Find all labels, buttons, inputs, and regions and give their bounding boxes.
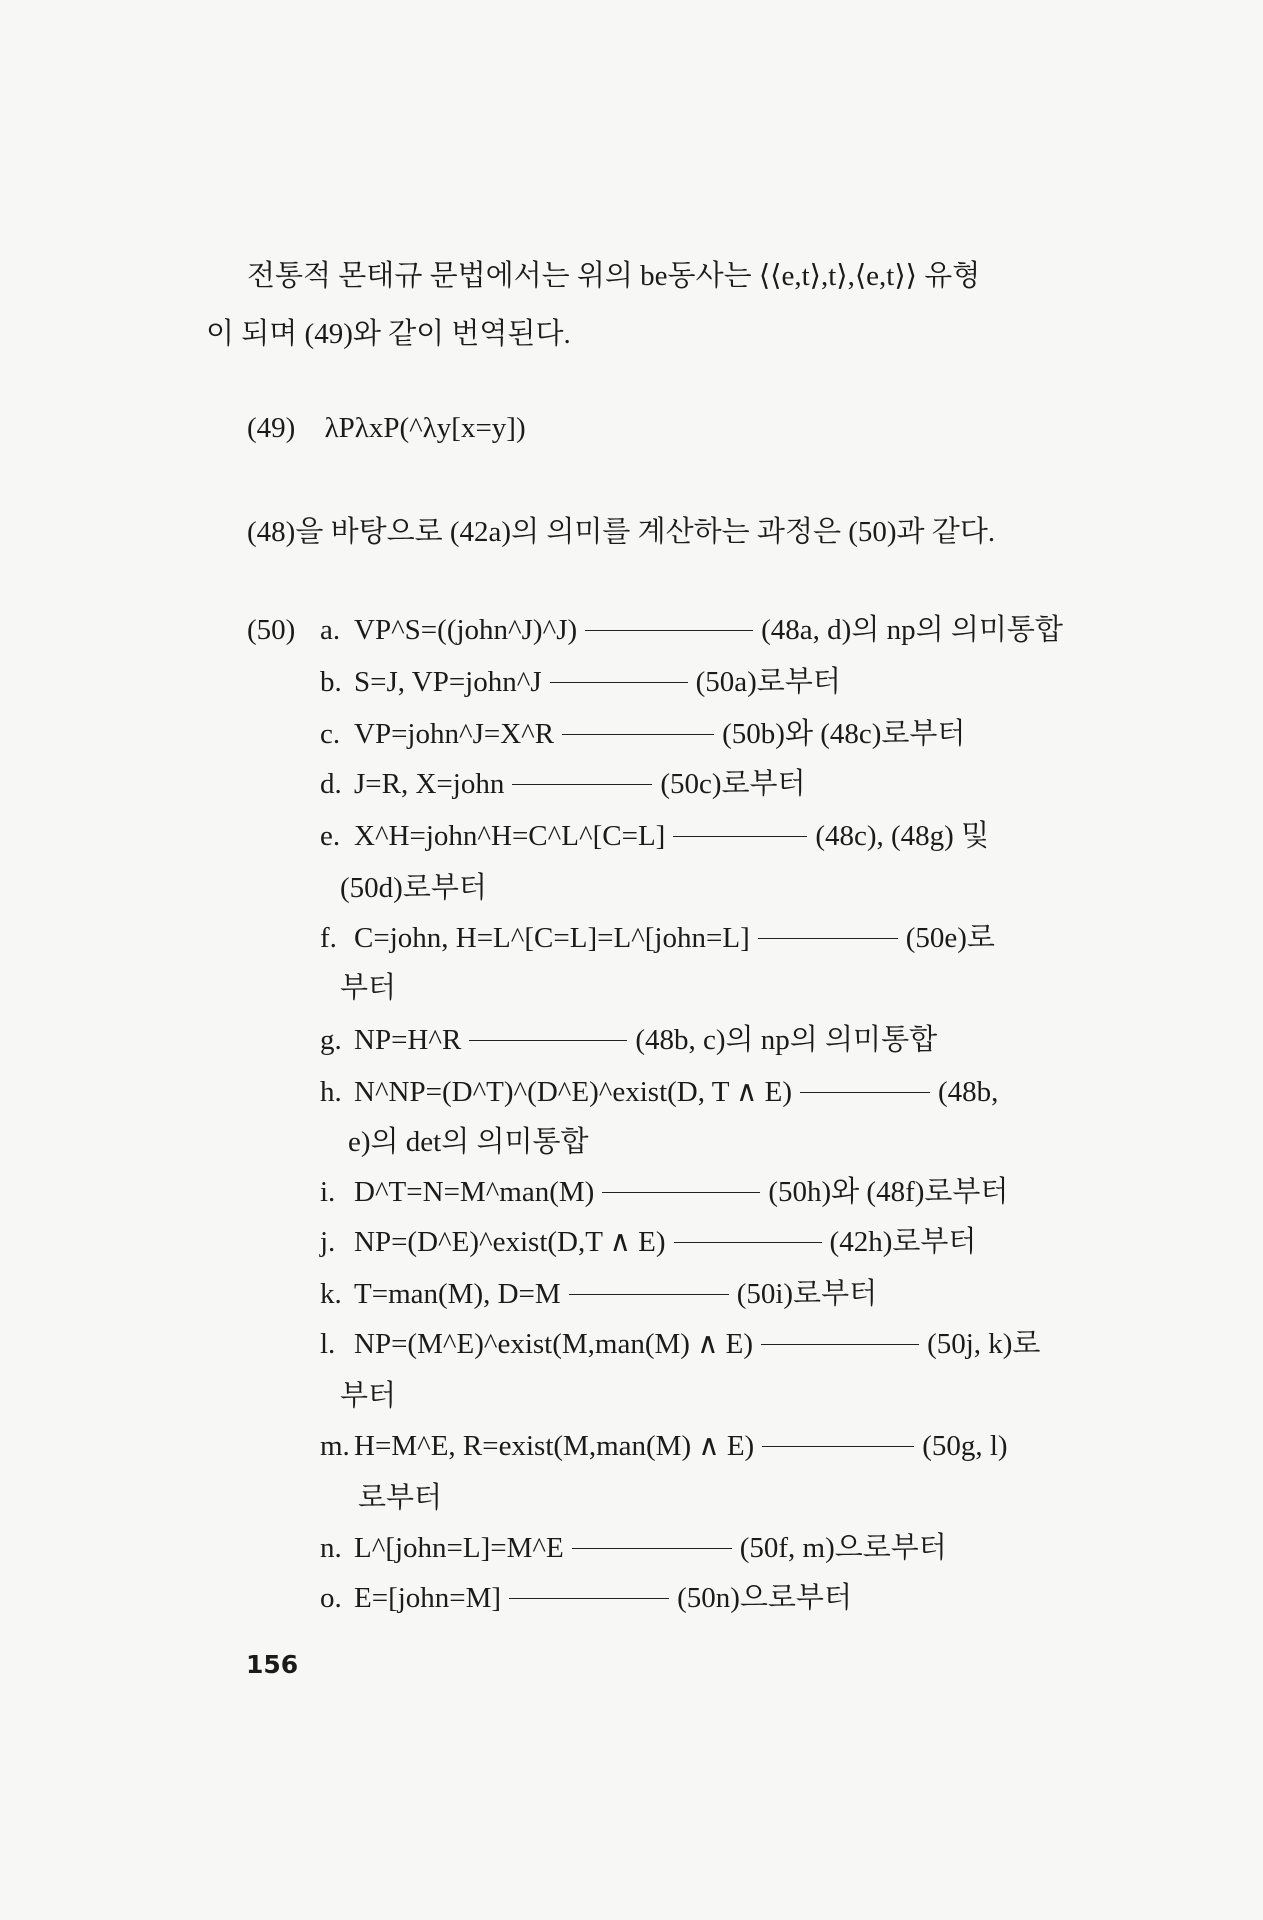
step-expression: T=man(M), D=M <box>354 1278 561 1310</box>
leader-line <box>512 784 652 785</box>
step-expression: N^NP=(D^T)^(D^E)^exist(D, T ∧ E) <box>354 1076 792 1108</box>
step-source: (50j, k)로 <box>927 1328 1041 1360</box>
step-source: (50g, l) <box>922 1430 1008 1462</box>
example-49-formula: λPλxP(^λy[x=y]) <box>324 412 526 444</box>
leader-line <box>550 682 688 683</box>
derivation-step <box>320 1428 1008 1464</box>
derivation-step <box>320 1580 852 1616</box>
leader-line <box>761 1344 919 1345</box>
derivation-step <box>320 1530 947 1566</box>
derivation-step <box>320 664 841 700</box>
leader-line <box>562 734 714 735</box>
step-label: h. <box>320 1076 342 1108</box>
leader-line <box>602 1192 760 1193</box>
leader-line <box>758 938 898 939</box>
step-continuation: 부터 <box>340 972 397 1004</box>
step-label: c. <box>320 718 341 750</box>
derivation-step <box>320 1074 998 1110</box>
step-source: (50c)로부터 <box>660 768 806 800</box>
step-label: b. <box>320 666 342 698</box>
leader-line <box>585 630 753 631</box>
leader-line <box>674 1242 822 1243</box>
paragraph: (48)을 바탕으로 (42a)의 의미를 계산하는 과정은 (50)과 같다. <box>247 516 996 548</box>
step-expression: NP=(M^E)^exist(M,man(M) ∧ E) <box>354 1328 754 1360</box>
page-number: 156 <box>246 1650 299 1679</box>
step-continuation: e)의 det의 의미통합 <box>348 1126 589 1158</box>
step-continuation: 부터 <box>340 1380 397 1412</box>
step-source: (42h)로부터 <box>829 1226 977 1258</box>
leader-line <box>673 836 807 837</box>
step-label: k. <box>320 1278 342 1310</box>
step-expression: X^H=john^H=C^L^[C=L] <box>354 820 666 852</box>
step-source: (50n)으로부터 <box>677 1582 852 1614</box>
example-49 <box>247 410 526 446</box>
step-source: (48b, c)의 np의 의미통합 <box>635 1024 938 1056</box>
step-expression: J=R, X=john <box>354 768 505 800</box>
step-label: j. <box>320 1226 336 1258</box>
step-label: f. <box>320 922 337 954</box>
step-label: a. <box>320 614 341 646</box>
intro-line-1: 전통적 몬태규 문법에서는 위의 be동사는 ⟨⟨e,t⟩,t⟩,⟨e,t⟩⟩ 유형 <box>247 260 981 292</box>
step-source: (50e)로 <box>905 922 995 954</box>
step-source: (48c), (48g) 및 <box>815 820 990 852</box>
step-label: e. <box>320 820 341 852</box>
step-label: m. <box>320 1430 350 1462</box>
leader-line <box>572 1548 732 1549</box>
derivation-step <box>320 766 806 802</box>
example-50-number: (50) <box>247 614 296 646</box>
derivation-step <box>320 920 995 956</box>
leader-line <box>509 1598 669 1599</box>
step-expression: NP=H^R <box>354 1024 462 1056</box>
step-source: (50a)로부터 <box>695 666 841 698</box>
leader-line <box>569 1294 729 1295</box>
step-label: o. <box>320 1582 342 1614</box>
step-source: (50f, m)으로부터 <box>739 1532 947 1564</box>
derivation-step <box>320 1174 1008 1210</box>
step-source: (48b, <box>938 1076 999 1108</box>
step-expression: NP=(D^E)^exist(D,T ∧ E) <box>354 1226 666 1258</box>
step-label: g. <box>320 1024 342 1056</box>
intro-line-2: 이 되며 (49)와 같이 번역된다. <box>206 318 571 350</box>
step-source: (50b)와 (48c)로부터 <box>722 718 966 750</box>
step-continuation: 로부터 <box>358 1482 443 1514</box>
derivation-step <box>320 716 965 752</box>
step-source: (50h)와 (48f)로부터 <box>768 1176 1009 1208</box>
step-continuation: (50d)로부터 <box>340 872 487 904</box>
derivation-step <box>320 1326 1040 1362</box>
leader-line <box>762 1446 914 1447</box>
derivation-step <box>320 818 989 854</box>
derivation-step <box>320 1276 877 1312</box>
example-49-number: (49) <box>247 412 296 444</box>
step-expression: D^T=N=M^man(M) <box>354 1176 595 1208</box>
step-expression: H=M^E, R=exist(M,man(M) ∧ E) <box>354 1430 755 1462</box>
step-label: l. <box>320 1328 336 1360</box>
step-label: n. <box>320 1532 342 1564</box>
derivation-step <box>320 612 1063 648</box>
step-label: d. <box>320 768 342 800</box>
leader-line <box>800 1092 930 1093</box>
step-expression: E=[john=M] <box>354 1582 502 1614</box>
step-expression: VP=john^J=X^R <box>354 718 555 750</box>
leader-line <box>469 1040 627 1041</box>
step-label: i. <box>320 1176 336 1208</box>
derivation-step <box>320 1224 976 1260</box>
step-expression: VP^S=((john^J)^J) <box>354 614 578 646</box>
derivation-step <box>320 1022 937 1058</box>
step-expression: C=john, H=L^[C=L]=L^[john=L] <box>354 922 750 954</box>
step-expression: L^[john=L]=M^E <box>354 1532 564 1564</box>
step-source: (48a, d)의 np의 의미통합 <box>761 614 1063 646</box>
step-expression: S=J, VP=john^J <box>354 666 542 698</box>
step-source: (50i)로부터 <box>736 1278 878 1310</box>
